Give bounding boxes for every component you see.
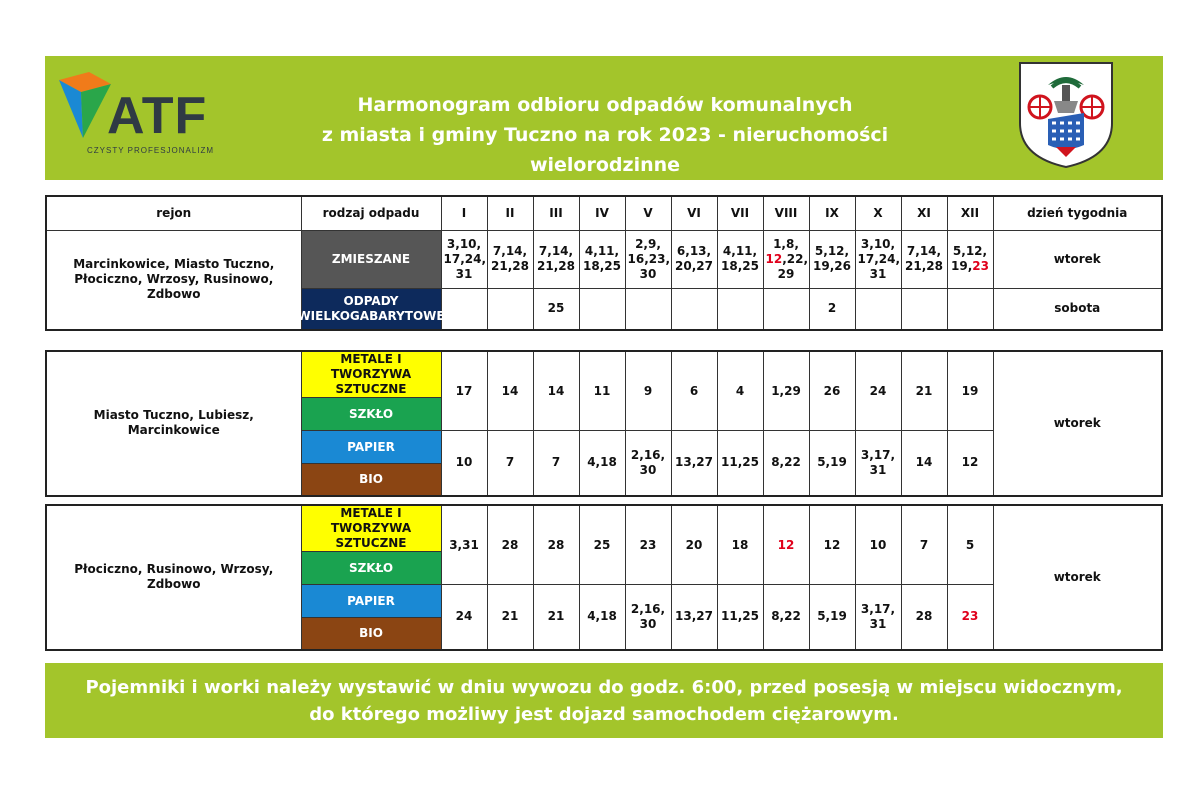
date-text: 3,10, 17,24, 31 [443, 236, 487, 281]
col-month: V [625, 196, 671, 230]
date-cell: 10 [855, 505, 901, 585]
date-cell [901, 288, 947, 330]
waste-type-szklo [301, 398, 441, 431]
region-cell: Miasto Tuczno, Lubiesz, Marcinkowice [46, 351, 301, 496]
date-cell: 12 [809, 505, 855, 585]
date-cell [441, 288, 487, 330]
date-cell: 9 [625, 351, 671, 431]
date-cell: 5,19 [809, 431, 855, 496]
date-cell [947, 230, 993, 288]
col-month: XI [901, 196, 947, 230]
date-cell [579, 230, 625, 288]
date-cell: 23 [625, 505, 671, 585]
date-text: 5,12, 19, [951, 244, 988, 273]
col-month: III [533, 196, 579, 230]
date-cell: 18 [717, 505, 763, 585]
date-cell [533, 230, 579, 288]
title-line-2: z miasta i gminy Tuczno na rok 2023 - nieruchomości wielorodzinne [321, 124, 889, 176]
date-cell: 14 [533, 351, 579, 431]
date-cell [717, 288, 763, 330]
col-region: rejon [46, 196, 301, 230]
waste-type-bio [301, 464, 441, 496]
date-cell: 11,25 [717, 431, 763, 496]
date-cell: 21 [533, 585, 579, 650]
date-cell: 2,16, 30 [625, 585, 671, 650]
waste-label: BIO [359, 625, 383, 640]
waste-label: SZKŁO [348, 406, 394, 421]
date-cell [671, 230, 717, 288]
date-cell [763, 288, 809, 330]
weekday-cell: wtorek [993, 230, 1162, 288]
date-text: 5,12, 19,26 [813, 244, 851, 273]
date-cell: 12 [763, 505, 809, 585]
atf-logo [49, 70, 239, 160]
footer-line-1: Pojemniki i worki należy wystawić w dniu wywozu do godz. 6:00, przed posesją w miejscu widocznym, [85, 677, 1123, 698]
header-banner [45, 56, 1163, 180]
date-cell [487, 288, 533, 330]
date-cell: 25 [533, 288, 579, 330]
date-cell: 2 [809, 288, 855, 330]
date-cell: 4,18 [579, 431, 625, 496]
title-line-1: Harmonogram odbioru odpadów komunalnych [357, 94, 853, 116]
col-month: VI [671, 196, 717, 230]
table-row [46, 230, 1162, 288]
date-text: ,22, 29 [777, 251, 809, 281]
waste-label: BIO [359, 471, 383, 486]
date-cell [625, 288, 671, 330]
weekday-cell: wtorek [993, 505, 1162, 650]
date-text: 12 [765, 251, 783, 266]
date-text: 4,11, 18,25 [583, 244, 621, 273]
date-cell: 24 [441, 585, 487, 650]
date-text: 1,8, [773, 236, 799, 251]
waste-type-metale [301, 351, 441, 398]
waste-type-bio [301, 618, 441, 650]
col-month: IX [809, 196, 855, 230]
date-cell: 21 [901, 351, 947, 431]
date-cell: 24 [855, 351, 901, 431]
table-row [46, 351, 1162, 398]
date-text: 2,9, 16,23, 30 [627, 236, 671, 281]
date-cell [855, 230, 901, 288]
schedule-table-1 [45, 195, 1163, 331]
date-cell [763, 230, 809, 288]
date-cell: 4 [717, 351, 763, 431]
date-cell: 11,25 [717, 585, 763, 650]
date-text: 7,14, 21,28 [491, 244, 529, 273]
date-cell: 7 [901, 505, 947, 585]
col-month: II [487, 196, 533, 230]
footer-line-2: do którego możliwy jest dojazd samochodem ciężarowym. [309, 704, 899, 725]
region-cell: Płociczno, Rusinowo, Wrzosy, Zdbowo [46, 505, 301, 650]
waste-label: PAPIER [347, 439, 395, 454]
date-cell: 28 [533, 505, 579, 585]
date-cell: 7 [487, 431, 533, 496]
date-cell [947, 288, 993, 330]
col-month: IV [579, 196, 625, 230]
waste-type-metale [301, 505, 441, 552]
schedule-table-2 [45, 350, 1163, 497]
date-text: 7,14, 21,28 [905, 244, 943, 273]
date-cell: 11 [579, 351, 625, 431]
date-cell: 10 [441, 431, 487, 496]
date-cell: 14 [901, 431, 947, 496]
date-cell: 3,17, 31 [855, 431, 901, 496]
waste-label: METALE I TWORZYWA SZTUCZNE [330, 352, 412, 396]
col-month: VIII [763, 196, 809, 230]
col-weekday: dzień tygodnia [993, 196, 1162, 230]
waste-label: METALE I TWORZYWA SZTUCZNE [330, 506, 412, 550]
date-cell: 5 [947, 505, 993, 585]
date-text: 4,11, 18,25 [721, 244, 759, 273]
col-month: XII [947, 196, 993, 230]
date-text: 23 [972, 259, 989, 273]
waste-label: ZMIESZANE [331, 251, 411, 266]
date-cell [809, 230, 855, 288]
col-month: VII [717, 196, 763, 230]
waste-type-szklo [301, 552, 441, 585]
date-cell: 28 [901, 585, 947, 650]
schedule-table-3 [45, 504, 1163, 651]
waste-type-papier [301, 585, 441, 618]
date-cell [901, 230, 947, 288]
date-cell: 20 [671, 505, 717, 585]
date-cell: 23 [947, 585, 993, 650]
date-cell: 5,19 [809, 585, 855, 650]
waste-label: SZKŁO [348, 560, 394, 575]
weekday-cell: sobota [993, 288, 1162, 330]
page-title [245, 90, 965, 180]
date-cell [625, 230, 671, 288]
date-cell: 6 [671, 351, 717, 431]
logo-text: ATF [107, 87, 208, 145]
date-cell: 19 [947, 351, 993, 431]
date-cell: 3,31 [441, 505, 487, 585]
date-cell: 28 [487, 505, 533, 585]
date-cell: 21 [487, 585, 533, 650]
header-row [46, 196, 1162, 230]
tuczno-crest-icon [1018, 61, 1114, 169]
waste-type-zmieszane [301, 230, 441, 288]
date-cell: 8,22 [763, 585, 809, 650]
date-cell: 3,17, 31 [855, 585, 901, 650]
col-month: X [855, 196, 901, 230]
date-text: 7,14, 21,28 [537, 244, 575, 273]
date-cell: 17 [441, 351, 487, 431]
date-cell: 7 [533, 431, 579, 496]
date-cell: 14 [487, 351, 533, 431]
date-text: 3,10, 17,24, 31 [857, 236, 901, 281]
waste-label: PAPIER [347, 593, 395, 608]
weekday-cell: wtorek [993, 351, 1162, 496]
region-cell: Marcinkowice, Miasto Tuczno, Płociczno, Wrzosy, Rusinowo, Zdbowo [46, 230, 301, 330]
date-cell: 2,16, 30 [625, 431, 671, 496]
date-cell [487, 230, 533, 288]
date-cell: 4,18 [579, 585, 625, 650]
table-row [46, 505, 1162, 552]
date-cell: 12 [947, 431, 993, 496]
logo-tagline: CZYSTY PROFESJONALIZM [87, 146, 215, 155]
col-month: I [441, 196, 487, 230]
date-cell: 1,29 [763, 351, 809, 431]
date-cell: 13,27 [671, 431, 717, 496]
date-cell: 25 [579, 505, 625, 585]
date-cell: 8,22 [763, 431, 809, 496]
date-cell [671, 288, 717, 330]
col-waste-type: rodzaj odpadu [301, 196, 441, 230]
date-cell [717, 230, 763, 288]
footer-notice [45, 663, 1163, 738]
date-text: 6,13, 20,27 [675, 244, 713, 273]
date-cell: 13,27 [671, 585, 717, 650]
waste-type-wielkogabarytowe [297, 288, 445, 330]
waste-label: ODPADY WIELKOGABARYTOWE [297, 293, 445, 323]
date-cell [579, 288, 625, 330]
date-cell: 26 [809, 351, 855, 431]
date-cell [441, 230, 487, 288]
date-cell [855, 288, 901, 330]
waste-type-papier [301, 431, 441, 464]
